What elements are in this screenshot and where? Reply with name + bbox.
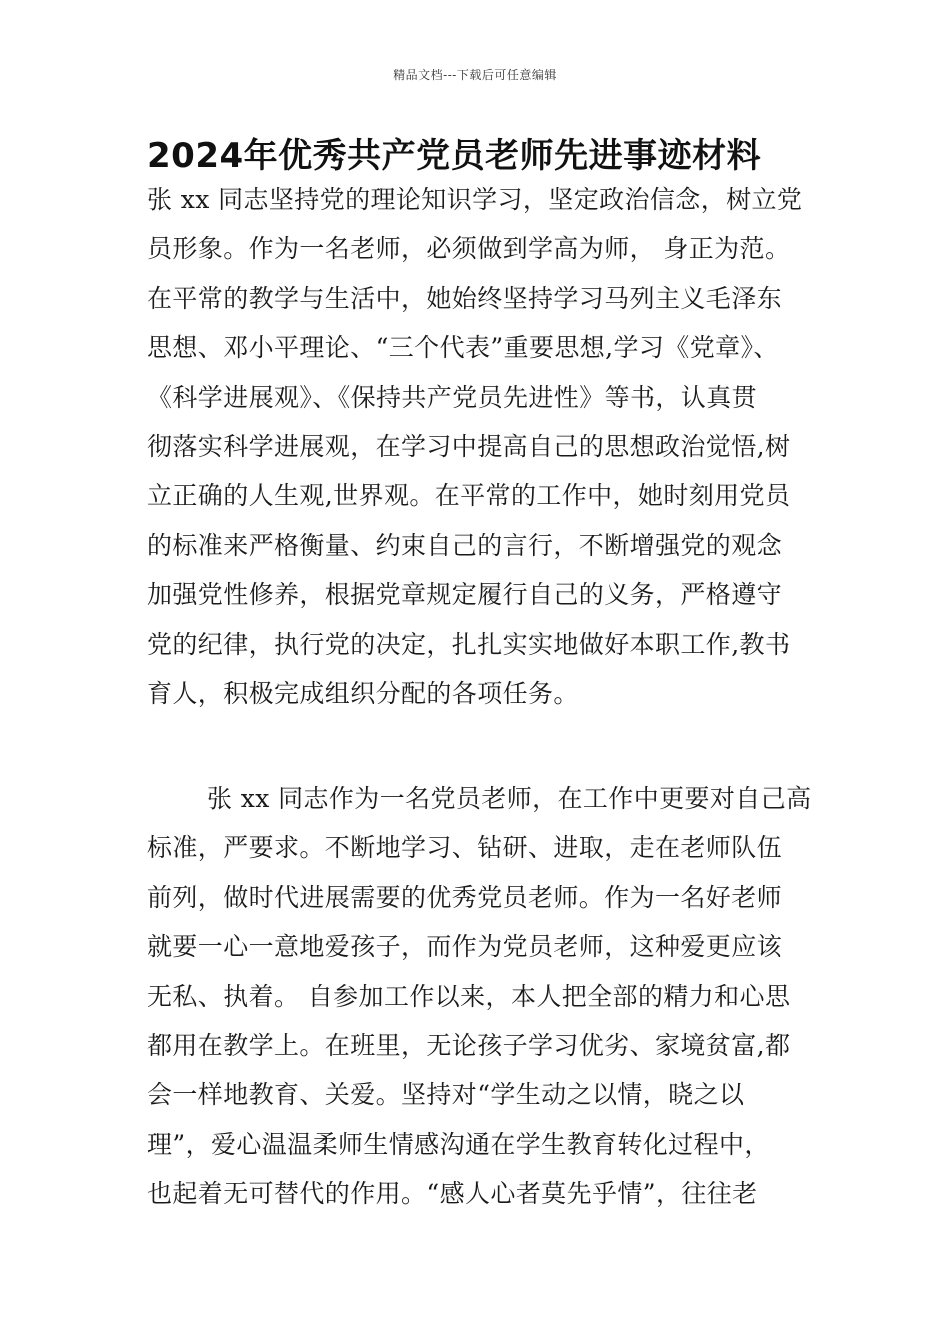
paragraph-line: 张 xx 同志作为一名党员老师，在工作中更要对自己高	[207, 784, 812, 813]
paragraph-line: 都用在教学上。在班里，无论孩子学习优劣、家境贫富,都	[147, 1030, 791, 1060]
paragraph-line: 在平常的教学与生活中，她始终坚持学习马列主义毛泽东	[147, 283, 783, 313]
paragraph-line: 加强党性修养，根据党章规定履行自己的义务，严格遵守	[147, 580, 783, 610]
paragraph-line: 党的纪律，执行党的决定，扎扎实实地做好本职工作,教书	[147, 629, 791, 659]
header-note: 精品文档---下载后可任意编辑	[393, 68, 557, 82]
paragraph-line: 张 xx 同志坚持党的理论知识学习，坚定政治信念，树立党	[147, 185, 803, 214]
paragraph-line: 会一样地教育、关爱。坚持对“学生动之以情，晓之以	[147, 1080, 745, 1110]
paragraph-line: 理”，爱心温温柔师生情感沟通在学生教育转化过程中，	[147, 1129, 770, 1159]
paragraph-line: 立正确的人生观,世界观。在平常的工作中，她时刻用党员	[147, 481, 791, 511]
paragraph-line: 无私、执着。 自参加工作以来，本人把全部的精力和心思	[147, 981, 791, 1011]
paragraph-line: 也起着无可替代的作用。“感人心者莫先乎情”，往往老	[147, 1179, 758, 1209]
paragraph-line: 育人，积极完成组织分配的各项任务。	[147, 678, 579, 708]
paragraph-line: 标准，严要求。不断地学习、钻研、进取，走在老师队伍	[147, 833, 783, 863]
paragraph-2	[147, 774, 827, 1219]
document-title: 2024年优秀共产党员老师先进事迹材料	[147, 136, 762, 176]
paragraph-line: 思想、邓小平理论、“三个代表”重要思想,学习《党章》、	[147, 333, 779, 363]
paragraph-line: 彻落实科学进展观，在学习中提高自己的思想政治觉悟,树	[147, 431, 791, 461]
paragraph-line: 就要一心一意地爱孩子，而作为党员老师，这种爱更应该	[147, 932, 783, 962]
paragraph-line: 的标准来严格衡量、约束自己的言行，不断增强党的观念	[147, 530, 783, 560]
paragraph-line: 前列，做时代进展需要的优秀党员老师。作为一名好老师	[147, 882, 783, 912]
paragraph-line: 《科学进展观》、《保持共产党员先进性》等书，认真贯	[147, 382, 758, 412]
paragraph-line: 员形象。作为一名老师，必须做到学高为师， 身正为范。	[147, 234, 791, 264]
paragraph-1	[147, 175, 827, 718]
